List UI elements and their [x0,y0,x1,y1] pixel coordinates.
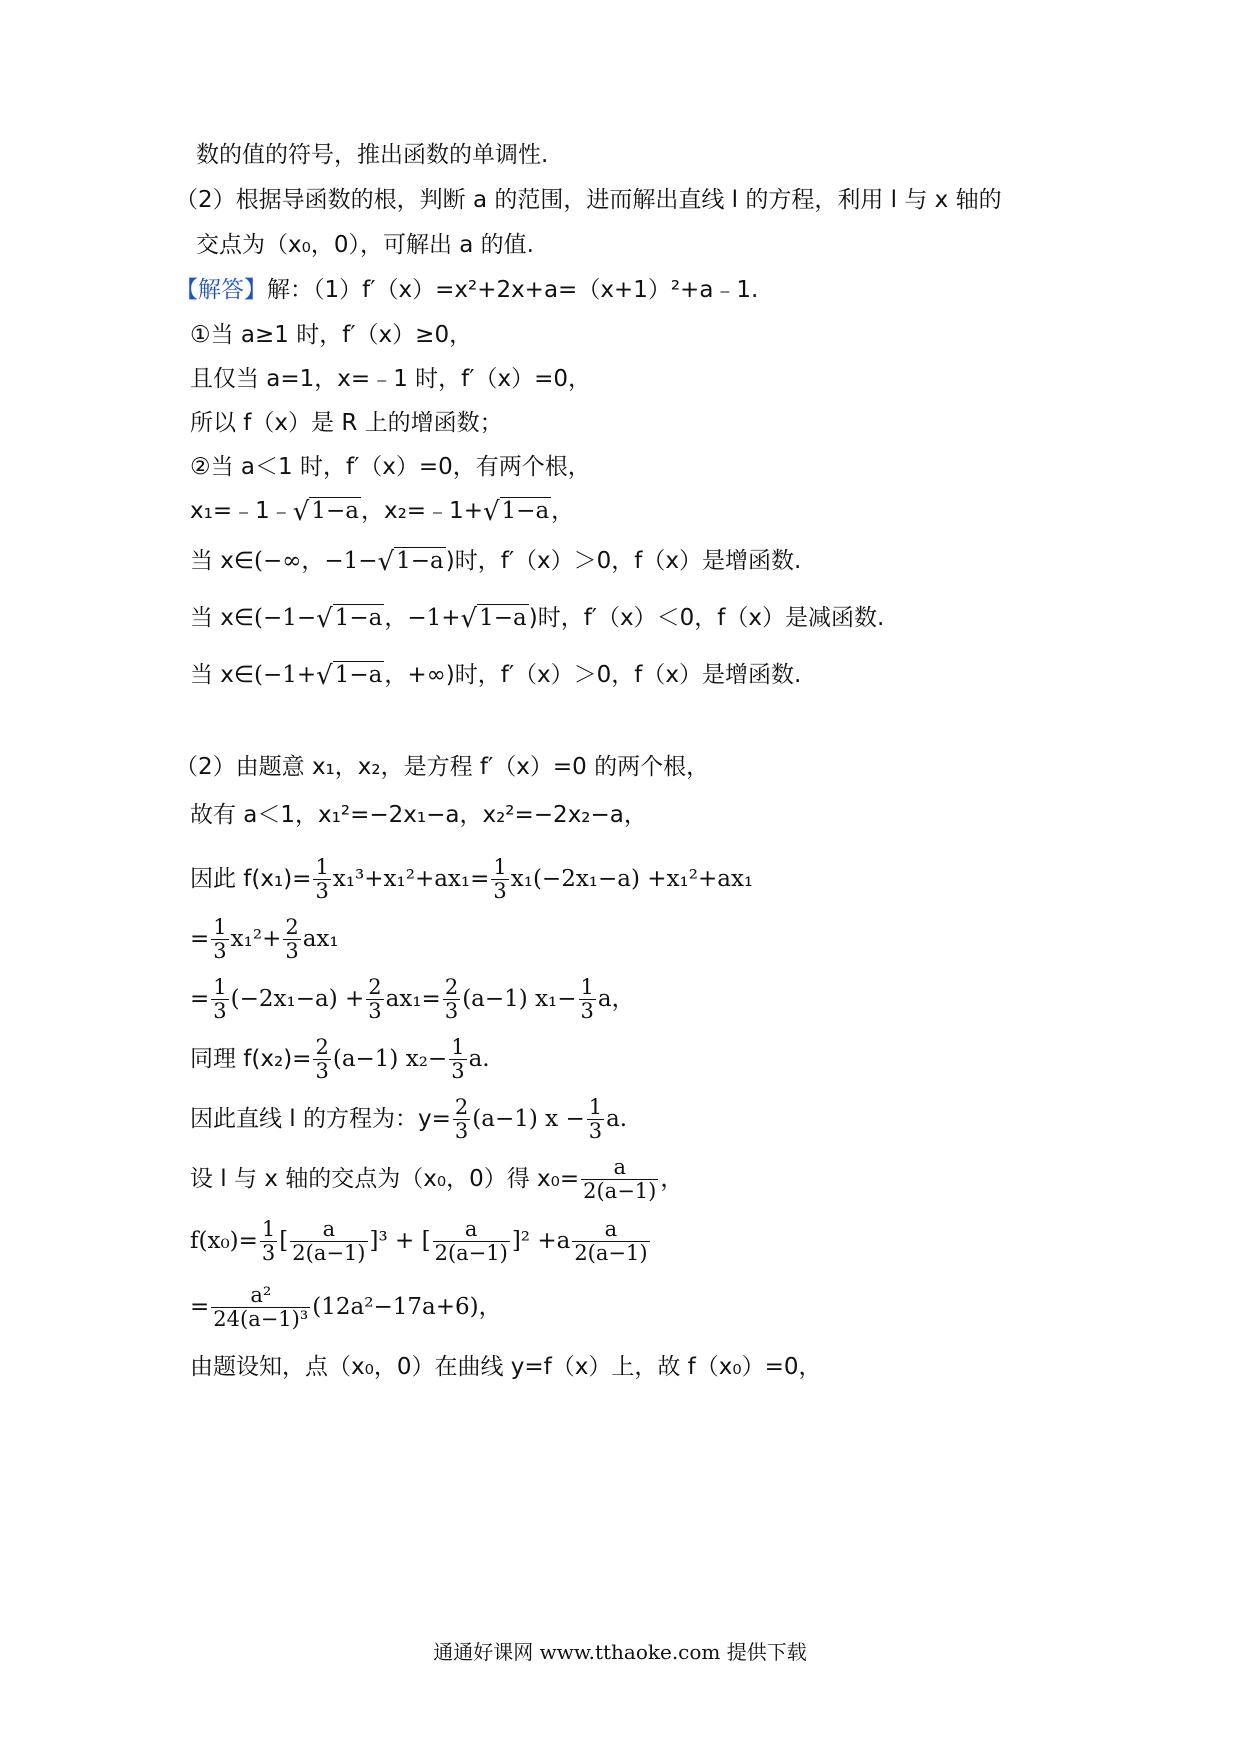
text-line [190,603,884,634]
math: ax₁ [302,926,339,952]
radicand: 1−a [311,498,359,524]
denominator: 2(a−1) [434,1241,508,1265]
numerator: 1 [580,975,594,999]
sqrt-expression: √1−a [316,661,383,691]
fraction [313,856,330,903]
numerator: a [464,1217,478,1241]
numerator: 1 [213,915,227,939]
fraction [211,976,228,1023]
text-line [190,976,635,1023]
numerator: 1 [213,975,227,999]
text-line [190,452,591,482]
math: (−2x₁−a) + [230,986,365,1012]
math: a， [597,986,635,1012]
sqrt-expression: √1−a [460,604,527,634]
denominator: 2(a−1) [574,1241,648,1265]
text: = [190,1294,210,1320]
text-line [190,496,574,527]
math: (12a²−17a+6)， [312,1294,502,1320]
fraction [491,856,508,903]
numerator: a² [250,1283,272,1307]
text: 由题设知，点（x₀，0）在曲线 y=f（x）上，故 f（x₀）=0， [190,1354,822,1380]
text: 故有 a＜1，x₁²=−2x₁−a，x₂²=−2x₂−a， [190,802,647,828]
sqrt-expression: √1−a [292,497,359,527]
text-line [190,800,647,830]
text: 解：（1）f′（x）=x²+2x+a=（x+1）²+a﹣1. [267,277,759,303]
denominator: 3 [285,939,299,963]
text: 当 x∈ [190,605,254,631]
math: (a−1) x₂− [332,1046,448,1072]
fraction [433,1218,510,1265]
numerator: 1 [261,1217,276,1241]
text: （2）根据导函数的根，判断 a 的范围，进而解出直线 l 的方程，利用 l 与 x 轴的 [175,187,1002,213]
interval-mid: ，−1+ [384,605,461,631]
fraction [260,1218,277,1265]
text: ， [551,498,575,524]
text-line [190,660,801,691]
numerator: a [322,1217,336,1241]
denominator: 3 [213,999,227,1023]
text-line [190,546,801,577]
text-line [190,1284,502,1331]
text: ①当 a≥1 时，f′（x）≥0， [190,322,473,348]
fraction [579,976,596,1023]
fraction [366,976,383,1023]
math: f(x₀)= [190,1228,258,1254]
text-line [190,1352,822,1382]
text: 当 x∈ [190,548,254,574]
text-line [175,752,709,782]
fraction [572,1218,649,1265]
sqrt-expression: √1−a [316,604,383,634]
text: = [190,986,210,1012]
math: x₁²+ [230,926,282,952]
interval-start: (−1− [253,605,317,631]
radicand: 1−a [501,498,550,524]
numerator: 1 [588,1095,603,1119]
text: 因此 f(x₁)= [190,866,312,892]
text-line [190,364,591,394]
fraction [449,1036,466,1083]
fraction [283,916,300,963]
denominator: 3 [493,879,507,903]
numerator: 2 [444,975,459,999]
text: ，x₂=﹣1+ [360,498,483,524]
text-line [175,275,758,305]
text: x₁=﹣1﹣ [190,498,293,524]
fraction [443,976,460,1023]
text-line [190,1218,652,1265]
math: ]² +a [511,1228,571,1254]
interval-start: (−∞，−1− [253,548,378,574]
denominator: 2(a−1) [583,1179,657,1203]
fraction [581,1156,658,1203]
numerator: 2 [315,1035,329,1059]
numerator: 1 [451,1035,465,1059]
page-footer: 通通好课网 www.tthaoke.com 提供下载 [433,1640,807,1664]
math: x₁(−2x₁−a) +x₁²+ax₁ [510,866,754,892]
radicand: 1−a [334,662,383,688]
denominator: 3 [588,1119,603,1143]
radicand: 1−a [479,605,527,631]
numerator: 2 [454,1095,469,1119]
denominator: 3 [261,1241,276,1265]
numerator: 2 [285,915,299,939]
text: )时，f′（x）＞0，f（x）是增函数. [445,548,802,574]
text: 同理 f(x₂)= [190,1046,312,1072]
text: 交点为（x₀，0），可解出 a 的值. [196,232,534,258]
text: ②当 a＜1 时，f′（x）=0，有两个根， [190,454,591,480]
text-line [190,408,503,438]
math: a. [606,1106,628,1132]
text-line [190,856,753,903]
text-line [190,1096,627,1143]
numerator: a [604,1217,618,1241]
text: （2）由题意 x₁，x₂，是方程 f′（x）=0 的两个根， [175,754,710,780]
text-line [175,185,1002,215]
math: x₁³+x₁²+ax₁= [332,866,490,892]
text: 且仅当 a=1，x=﹣1 时，f′（x）=0， [190,366,591,392]
math: (a−1) x − [472,1106,585,1132]
numerator: a [613,1155,626,1179]
math: [ [279,1228,289,1254]
text-line [190,916,339,963]
text: 数的值的符号，推出函数的单调性. [196,142,549,168]
text: = [190,926,210,952]
math: a. [468,1046,490,1072]
denominator: 3 [454,1119,469,1143]
sqrt-expression: √1−a [482,497,550,527]
denominator: 3 [444,999,459,1023]
fraction [313,1036,330,1083]
math: (a−1) x₁− [462,986,577,1012]
denominator: 3 [580,999,594,1023]
radicand: 1−a [334,605,383,631]
math: ]³ + [ [369,1228,431,1254]
text-line [190,1156,683,1203]
fraction [211,1284,310,1331]
denominator: 3 [368,999,382,1023]
numerator: 1 [315,855,329,879]
text: 所以 f（x）是 R 上的增函数； [190,410,503,436]
text: ， [660,1166,684,1192]
radicand: 1−a [396,548,444,574]
sqrt-expression: √1−a [377,547,444,577]
text: 因此直线 l 的方程为：y= [190,1106,451,1132]
text: 当 x∈ [190,662,254,688]
denominator: 3 [451,1059,465,1083]
answer-tag: 【解答】 [175,277,267,303]
denominator: 24(a−1)³ [213,1307,309,1331]
numerator: 1 [493,855,507,879]
fraction [453,1096,470,1143]
text-line [190,1036,490,1083]
denominator: 3 [315,879,329,903]
interval-start: (−1+ [253,662,317,688]
math: ax₁= [385,986,441,1012]
denominator: 3 [213,939,227,963]
denominator: 3 [315,1059,329,1083]
text: )时，f′（x）＜0，f（x）是减函数. [528,605,885,631]
fraction [211,916,228,963]
denominator: 2(a−1) [292,1241,366,1265]
text-line [196,140,548,170]
text: 设 l 与 x 轴的交点为（x₀，0）得 x₀= [190,1166,580,1192]
fraction [290,1218,367,1265]
text-line [196,230,534,260]
text: ，+∞)时，f′（x）＞0，f（x）是增函数. [384,662,802,688]
fraction [587,1096,604,1143]
numerator: 2 [368,975,382,999]
text-line [190,320,472,350]
